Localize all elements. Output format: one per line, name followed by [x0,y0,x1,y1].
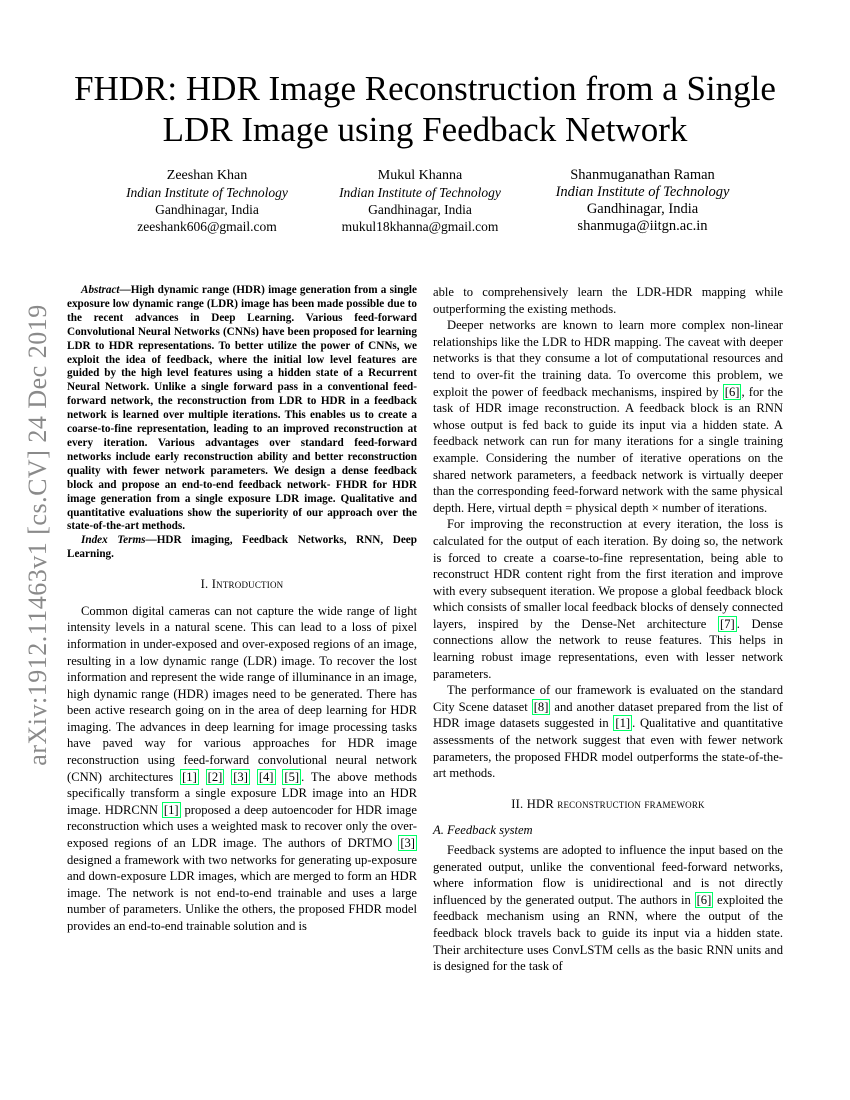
citation-link[interactable]: [6] [724,384,740,399]
citation-link[interactable]: [3] [400,836,415,851]
abstract [67,284,417,534]
section-title: Introduction [211,577,284,592]
citation-link[interactable]: [7] [720,616,735,631]
citation-link[interactable]: [8] [533,699,549,714]
text-run: and another dataset prepared from the list of HDR image datasets suggested in [433,699,783,731]
author-affiliation: Indian Institute of Technology [126,185,288,200]
text-run: . Dense connections allow the network to reuse features. This helps in learning robust image representations, even with lesser network parameters. [433,616,783,681]
text-run: The performance of our framework is evaluated on the standard City Scene dataset [433,683,783,714]
intro-paragraph [433,317,783,516]
author-email: zeeshank606@gmail.com [137,219,277,234]
author-block-3 [535,167,750,235]
section-number: I. [200,577,212,592]
author-block-2 [325,167,515,235]
citation-link[interactable]: [2] [207,769,223,784]
author-email: shanmuga@iitgn.ac.in [577,218,708,234]
paper-title: FHDR: HDR Image Reconstruction from a Single LDR Image using Feedback Network [74,69,776,149]
index-terms-text: —HDR imaging, Feedback Networks, RNN, Deep Learning. [67,534,417,561]
section-title: reconstruction framework [557,796,705,811]
text-run: exploited the feedback mechanism using an RNN, where the output of the feedback block travels back to guide its input via a hidden state. Their architecture uses ConvLSTM cells as the basic RNN units and is designed for the task of [433,892,783,974]
citation-link[interactable]: [5] [284,769,300,784]
intro-paragraph-continued: able to comprehensively learn the LDR-HDR mapping while outperforming the existing methods. [433,285,783,316]
section-heading-introduction [67,576,417,593]
author-block-1 [107,167,307,235]
abstract-label: Abstract [81,284,120,296]
citation-link[interactable]: [3] [233,769,248,784]
text-run: proposed a deep autoencoder for HDR image reconstruction which uses a weighted mask to recover only the over-exposed regions of an LDR image. The authors of DRTMO [67,802,417,851]
citation-link[interactable]: [1] [615,716,631,731]
intro-paragraph [67,603,417,935]
text-run: . Qualitative and quantitative assessments of the network suggest that even with fewer network parameters, the proposed FHDR model outperforms the state-of-the-art methods. [433,716,784,781]
text-run: For improving the reconstruction at every iteration, the loss is calculated for the output of each iteration. By doing so, the network is forced to create a coarse-to-fine representation, being able to reconstruct HDR content right from the first iteration and improve with every subsequent iteration. We propose a global feedback block which consists of smaller local feedback blocks of densely connected layers, inspired by the Dense-Net architecture [433,517,783,631]
author-location: Gandhinagar, India [586,201,699,217]
text-run: Common digital cameras can not capture the wide range of light intensity levels in a natural scene. This can lead to a loss of pixel information in under-exposed and over-exposed regions of an image, resulting in a low dynamic range (LDR) image. To recover the lost information and represent the wide range of illuminance in an image, high dynamic range (HDR) images need to be generated. There has been active research going on in the area of deep learning for HDR imaging. The advances in deep learning for image processing tasks have paved way for various approaches for HDR image reconstruction using feed-forward convolutional neural network (CNN) architectures [67,603,417,784]
section-title-prefix: HDR [526,796,558,811]
index-terms [67,534,417,562]
citation-link[interactable]: [1] [163,802,179,817]
left-column [67,284,417,935]
citation-link[interactable]: [4] [258,769,274,784]
author-location: Gandhinagar, India [368,202,472,217]
text-run: . The above methods specifically transform a single exposure LDR image into an HDR image. HDRCNN [67,769,417,817]
author-name: Shanmuganathan Raman [570,167,715,183]
text-run: , for the task of HDR image reconstruction. A feedback block is an RNN whose output is fed back to guide its input via a hidden state. A feedback network can run for many iterations for a single training example. Considering the number of iterative operations on the shared network parameters, a feedback network is virtually deeper than the corresponding feed-forward network with the same physical depth. Here, virtual depth = physical depth × number of iterations. [433,384,784,515]
index-terms-label: Index Terms [81,534,146,547]
text-run: Feedback systems are adopted to influence the input based on the generated output, unlike the conventional feed-forward networks, where information flow is unidirectional and is not directly influenced by the generated output. The authors in [433,843,783,907]
intro-paragraph [433,682,783,782]
author-name: Zeeshan Khan [166,168,248,183]
abstract-text: —High dynamic range (HDR) image generation from a single exposure low dynamic range (LDR) image has been made possible due to the recent advances in Deep Learning. Various feed-forward Convolutional Neural Networks (CNNs) have been proposed for learning LDR to HDR representations. To better utilize the power of CNNs, we exploit the idea of feedback, where the initial low level features are guided by the high level features using a hidden state of a Recurrent Neural Network. Unlike a single forward pass in a conventional feed-forward network, the reconstruction from LDR to HDR in a feedback network is learned over multiple iterations. This enables us to create a coarse-to-fine representation, leading to an improved reconstruction at every iteration. Various advantages over standard feed-forward networks include early reconstruction ability and better reconstruction quality with fewer network parameters. We design a dense feedback block and propose an end-to-end feedback network- FHDR for HDR image generation from a single exposure LDR image. Qualitative and quantitative evaluations show the superiority of our approach over the state-of-the-art methods. [67,284,417,533]
right-column [433,284,783,975]
text-run: Deeper networks are known to learn more complex non-linear relationships like the LDR to HDR mapping. The caveat with deeper networks is that they consume a lot of computational resources and tend to over-fit the training data. To overcome this problem, we exploit the power of feedback mechanisms, inspired by [433,318,783,399]
citation-link[interactable]: [6] [696,892,712,907]
subsection-heading: A. Feedback system [433,823,533,838]
citation-link[interactable]: [1] [182,769,197,784]
section-number: II. [511,796,527,811]
author-email: mukul18khanna@gmail.com [341,219,499,234]
author-affiliation: Indian Institute of Technology [555,184,730,200]
author-location: Gandhinagar, India [155,202,259,217]
section-heading-framework [433,796,783,813]
arxiv-id-text: arXiv:1912.11463v1 [cs.CV] 24 Dec 2019 [23,304,52,766]
author-name: Mukul Khanna [377,168,463,183]
author-affiliation: Indian Institute of Technology [339,185,501,200]
intro-paragraph [433,516,783,682]
framework-paragraph [433,842,783,975]
text-run: designed a framework with two networks for generating up-exposure and down-exposure LDR images, which are merged to form an HDR image. The network is not end-to-end trainable and uses a large number of parameters. Unlike the others, the proposed FHDR model provides an end-to-end trainable solution and is [67,852,417,933]
